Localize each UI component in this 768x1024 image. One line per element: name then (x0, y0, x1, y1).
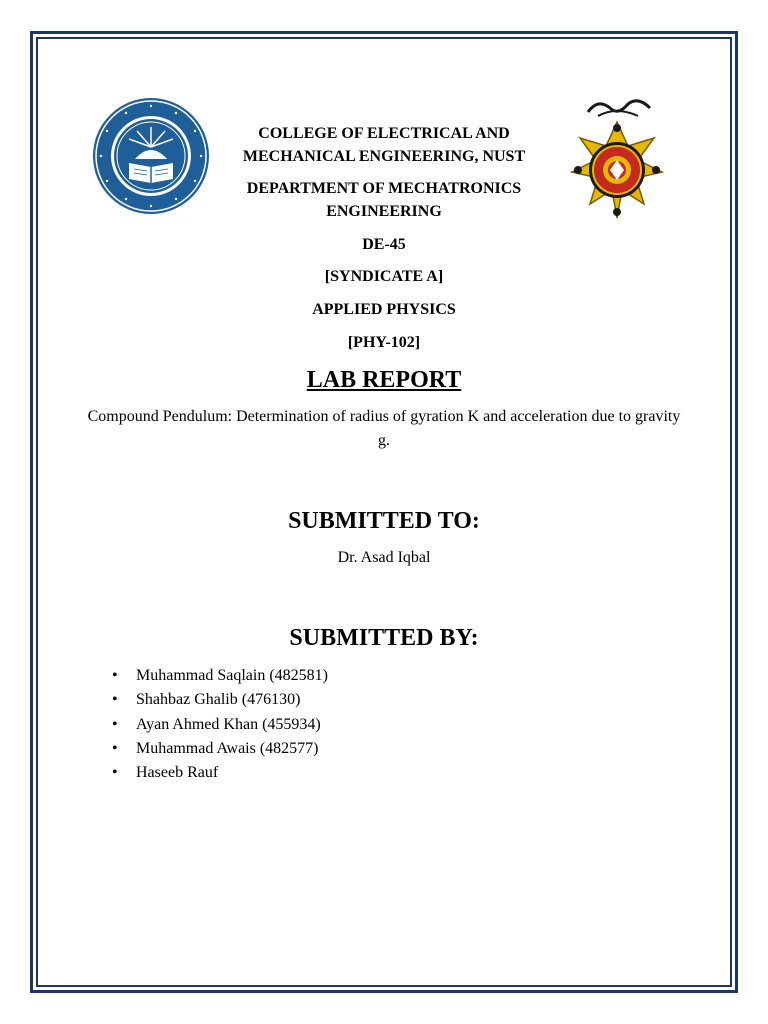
college-crest-logo (558, 94, 676, 228)
college-name: COLLEGE OF ELECTRICAL AND MECHANICAL ENGINEERING, NUST (242, 125, 526, 165)
course-code: [PHY-102] (347, 334, 421, 351)
list-item: • Muhammad Awais (482577) (112, 737, 328, 761)
list-item: • Ayan Ahmed Khan (455934) (112, 713, 328, 737)
submitted-to-heading: SUBMITTED TO: (288, 508, 480, 534)
supervisor-name: Dr. Asad Iqbal (337, 549, 431, 566)
nust-seal-logo (91, 95, 211, 217)
member-list (112, 664, 328, 785)
report-subject: Compound Pendulum: Determination of radius of gyration K and acceleration due to gravity g. (87, 408, 681, 449)
syndicate-label: [SYNDICATE A] (324, 268, 444, 285)
list-item: • Shahbaz Ghalib (476130) (112, 688, 328, 712)
list-item: • Haseeb Rauf (112, 761, 328, 785)
course-name: APPLIED PHYSICS (312, 301, 456, 318)
batch-code: DE-45 (362, 236, 406, 253)
list-item: • Muhammad Saqlain (482581) (112, 664, 328, 688)
department-name: DEPARTMENT OF MECHATRONICS ENGINEERING (246, 180, 522, 220)
report-title: LAB REPORT (306, 367, 462, 393)
submitted-by-heading: SUBMITTED BY: (289, 625, 479, 651)
